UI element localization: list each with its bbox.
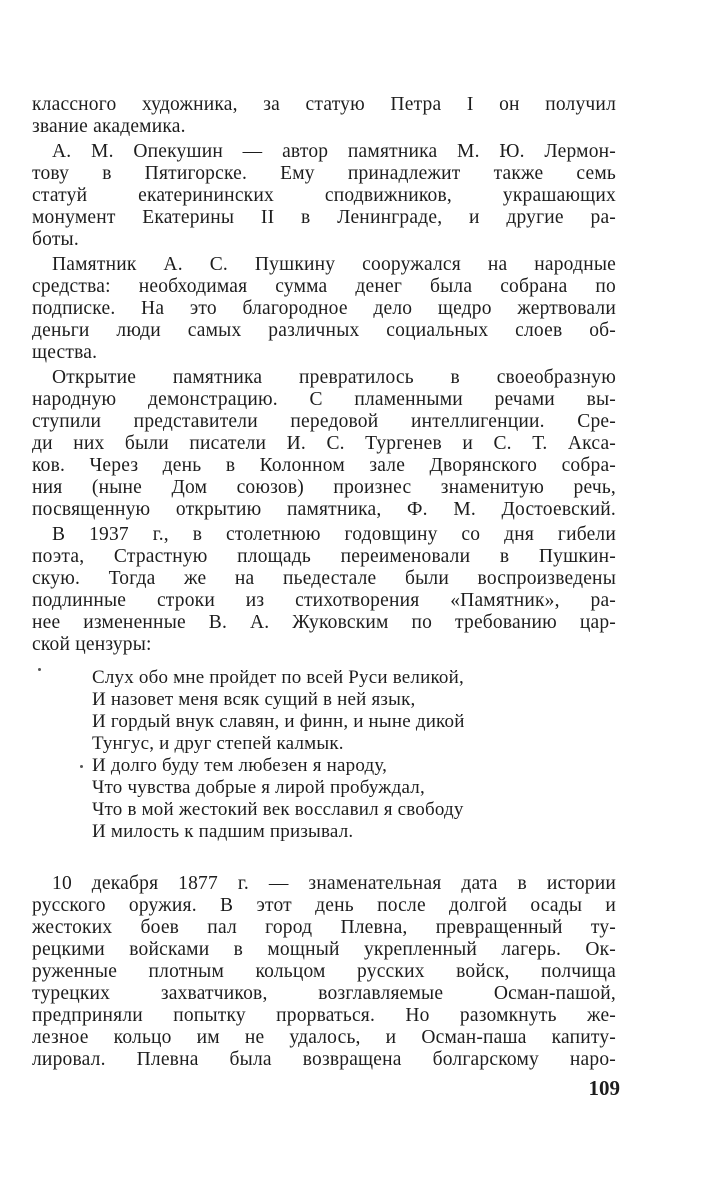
text-line: тову в Пятигорске. Ему принадлежит также семь — [32, 163, 616, 184]
text-line: предприняли попытку прорваться. Но разомкнуть же- — [32, 1005, 616, 1026]
verse-line: И гордый внук славян, и финн, и ныне дикой — [92, 711, 465, 732]
text-line: посвященную открытию памятника, Ф. М. Достоевский. — [32, 499, 616, 520]
text-line: А. М. Опекушин — автор памятника М. Ю. Лермон- — [52, 141, 616, 162]
verse-line: И долго буду тем любезен я народу, — [92, 755, 388, 776]
text-line: ния (ныне Дом союзов) произнес знаменитую речь, — [32, 477, 616, 498]
text-line: Открытие памятника превратилось в своеобразную — [52, 367, 616, 388]
text-line: боты. — [32, 229, 79, 250]
text-line: В 1937 г., в столетнюю годовщину со дня гибели — [52, 524, 616, 545]
text-line: подлинные строки из стихотворения «Памятник», ра- — [32, 590, 616, 611]
text-line: Памятник А. С. Пушкину сооружался на народные — [52, 254, 616, 275]
text-line: подписке. На это благородное дело щедро жертвовали — [32, 298, 616, 319]
text-line: народную демонстрацию. С пламенными речами вы- — [32, 389, 616, 410]
text-line: скую. Тогда же на пьедестале были воспроизведены — [32, 568, 616, 589]
verse-line: Слух обо мне пройдет по всей Руси великой, — [92, 667, 464, 688]
verse-line: Тунгус, и друг степей калмык. — [92, 733, 344, 754]
text-line: ской цензуры: — [32, 634, 152, 655]
text-line: турецких захватчиков, возглавляемые Осман-пашой, — [32, 983, 616, 1004]
text-line: средства: необходимая сумма денег была собрана по — [32, 276, 616, 297]
verse-line: И назовет меня всяк сущий в ней язык, — [92, 689, 416, 710]
text-line: щества. — [32, 342, 98, 363]
text-line: лезное кольцо им не удалось, и Осман-паша капиту- — [32, 1027, 616, 1048]
text-line: классного художника, за статую Петра I он получил — [32, 94, 616, 115]
print-speck — [38, 668, 41, 671]
text-line: ди них были писатели И. С. Тургенев и С. Т. Акса- — [32, 433, 616, 454]
text-line: монумент Екатерины II в Ленинграде, и другие ра- — [32, 207, 616, 228]
page-number: 109 — [588, 1076, 620, 1100]
text-line: 10 декабря 1877 г. — знаменательная дата в истории — [52, 873, 616, 894]
verse-line: Что чувства добрые я лирой пробуждал, — [92, 777, 425, 798]
text-line: ступили представители передовой интеллигенции. Сре- — [32, 411, 616, 432]
text-line: ков. Через день в Колонном зале Дворянского собра- — [32, 455, 616, 476]
verse-line: Что в мой жестокий век восславил я свободу — [92, 799, 464, 820]
text-line: статуй екатерининских сподвижников, украшающих — [32, 185, 616, 206]
text-line: жестоких боев пал город Плевна, превращенный ту- — [32, 917, 616, 938]
text-line: русского оружия. В этот день после долгой осады и — [32, 895, 616, 916]
text-line: деньги люди самых различных социальных слоев об- — [32, 320, 616, 341]
text-line: руженные плотным кольцом русских войск, полчища — [32, 961, 616, 982]
text-line: лировал. Плевна была возвращена болгарскому наро- — [32, 1049, 616, 1070]
text-line: рецкими войсками в мощный укрепленный лагерь. Ок- — [32, 939, 616, 960]
print-speck — [80, 765, 83, 768]
verse-line: И милость к падшим призывал. — [92, 821, 354, 842]
text-line: звание академика. — [32, 116, 186, 137]
text-line: нее измененные В. А. Жуковским по требованию цар- — [32, 612, 616, 633]
text-line: поэта, Страстную площадь переименовали в Пушкин- — [32, 546, 616, 567]
